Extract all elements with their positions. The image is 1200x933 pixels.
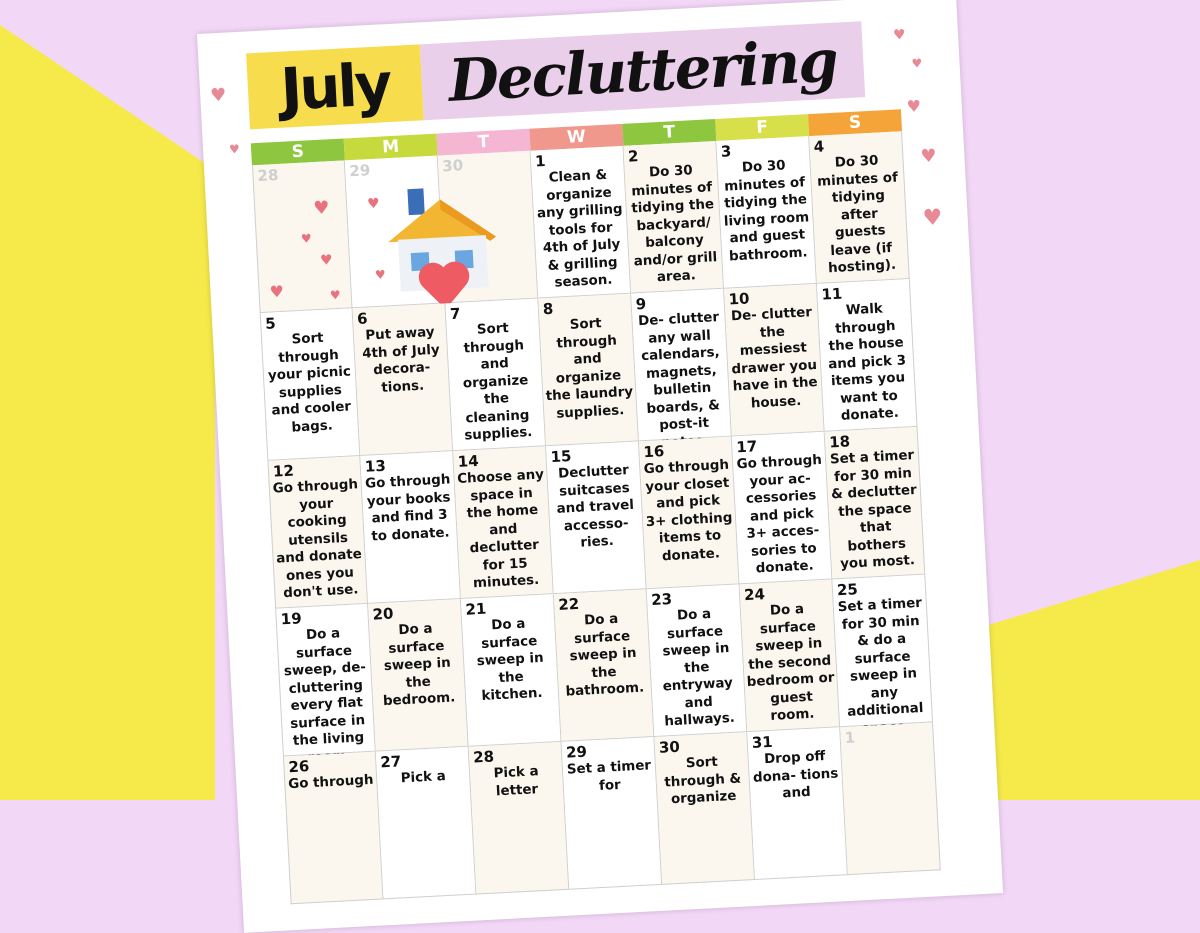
day-task: Sort through and organize the cleaning supplies.	[462, 321, 533, 444]
day-cell	[832, 575, 933, 728]
day-cell	[353, 303, 454, 456]
left-yellow-shape	[0, 25, 215, 800]
day-cell	[538, 294, 639, 447]
day-task: Go through your cooking utensils and donate ones you don't use.	[272, 477, 363, 602]
day-cell	[747, 727, 848, 880]
day-number: 24	[743, 585, 766, 605]
day-number: 12	[272, 461, 295, 481]
day-number: 16	[643, 442, 665, 462]
weekday-label: M	[344, 134, 438, 161]
day-cell	[732, 432, 833, 585]
day-number: 22	[557, 594, 580, 614]
day-task: Walk through the house and pick 3 items you want to donate.	[827, 301, 907, 424]
heart-icon: ♥	[922, 205, 944, 232]
day-cell	[531, 146, 632, 299]
day-cell	[360, 451, 461, 604]
title-decluttering: Decluttering	[420, 21, 865, 120]
heart-icon: ♥	[911, 56, 923, 71]
day-cell	[554, 589, 655, 742]
heart-icon: ♥	[300, 231, 312, 246]
day-task: Put away 4th of July decora- tions.	[361, 324, 440, 396]
heart-icon: ♥	[312, 197, 330, 220]
day-task: Do a surface sweep in the second bedroom or guest room.	[746, 602, 835, 724]
day-task: De- clutter the messiest drawer you have in the house.	[730, 305, 818, 412]
day-cell	[275, 604, 376, 757]
day-number: 30	[658, 737, 681, 757]
heart-icon: ♥	[228, 141, 241, 157]
weekday-label: T	[437, 129, 531, 156]
day-task: Pick a letter	[493, 764, 539, 799]
day-number: 28	[257, 165, 279, 186]
day-task: Do a surface sweep in the kitchen.	[476, 616, 544, 705]
day-number: 15	[550, 446, 572, 467]
day-cell	[817, 279, 918, 432]
weekday-label: W	[529, 124, 623, 151]
day-cell	[809, 131, 910, 284]
day-number: 25	[836, 580, 859, 600]
day-task: Go through your closet and pick 3+ clothing items to donate.	[643, 457, 733, 564]
weekday-label: S	[808, 109, 902, 136]
day-number: 20	[372, 604, 394, 624]
day-cell	[825, 427, 926, 580]
day-number: 27	[379, 752, 402, 772]
title-july: July	[246, 44, 424, 129]
day-cell	[647, 584, 748, 737]
day-task: Do a surface sweep in the bedroom.	[382, 621, 456, 710]
heart-icon: ♥	[374, 267, 386, 283]
heart-icon: ♥	[366, 195, 381, 213]
heart-icon: ♥	[892, 26, 907, 44]
day-task: Do a surface sweep, de- cluttering every flat surface in the living	[283, 626, 367, 749]
day-cell	[469, 742, 570, 895]
day-cell	[716, 136, 817, 289]
day-cell	[461, 594, 562, 747]
day-task: Go through your ac- cessories and pick 3+ acces- sories to donate.	[736, 452, 823, 577]
day-number: 21	[465, 599, 487, 619]
day-number: 28	[472, 747, 495, 767]
day-number: 13	[364, 456, 387, 476]
day-task: Clean & organize any grilling tools for 4th of July & grilling season.	[536, 167, 623, 291]
house-heart-icon	[366, 177, 526, 315]
day-task: Pick a	[400, 769, 447, 787]
day-number: 8	[542, 299, 554, 319]
day-cell	[639, 437, 740, 590]
day-cell	[376, 747, 477, 900]
day-task: Do 30 minutes of tidying the backyard/ balcony and/or grill area.	[631, 163, 718, 286]
day-cell	[562, 737, 663, 890]
day-task: Sort through and organize the laundry supplies.	[545, 316, 634, 422]
weekday-label: S	[251, 138, 345, 165]
day-task: De- clutter any wall calendars, magnets, bulletin boards, & post-it	[637, 310, 721, 434]
heart-icon: ♥	[906, 96, 922, 116]
day-cell	[740, 579, 841, 732]
day-number: 7	[449, 304, 461, 324]
heart-icon: ♥	[209, 84, 227, 107]
day-number: 1	[534, 151, 547, 171]
day-task: Do a surface sweep in the entryway and hallways.	[662, 606, 736, 730]
day-number: 30	[441, 156, 464, 176]
day-number: 23	[650, 589, 673, 609]
day-number: 19	[280, 609, 303, 629]
day-number: 4	[813, 137, 825, 156]
day-cell	[445, 298, 546, 451]
day-cell	[453, 446, 554, 599]
day-task: Go through your books and find 3 to donate.	[364, 472, 451, 545]
heart-icon: ♥	[329, 287, 341, 303]
weekday-label: F	[715, 114, 809, 141]
day-cell	[267, 456, 368, 609]
day-task: Drop off dona- tions and	[752, 749, 839, 802]
day-task: Go through	[287, 772, 374, 793]
day-number: 26	[288, 757, 310, 777]
day-number: 10	[728, 289, 750, 309]
day-number: 29	[565, 742, 588, 762]
day-number: 31	[751, 732, 774, 752]
day-cell	[840, 722, 941, 875]
day-task: Choose any space in the home and declutter for 15 minutes.	[456, 467, 545, 592]
heart-icon: ♥	[319, 252, 334, 269]
day-cell	[252, 160, 353, 313]
day-task: Set a timer for 30 min & declutter the space that bothers you most.	[829, 448, 918, 573]
day-task: Set a timer for 30 min & do a surface sweep in any additional	[837, 595, 924, 720]
day-cell	[283, 752, 384, 905]
day-task: Do 30 minutes of tidying the living room and guest bathroom.	[723, 158, 810, 264]
day-number: 11	[821, 284, 843, 304]
day-number: 29	[348, 161, 371, 181]
day-number: 9	[635, 294, 647, 314]
day-number: 14	[457, 451, 480, 471]
day-cell	[368, 599, 469, 752]
heart-icon: ♥	[919, 145, 938, 168]
day-task: Do 30 minutes of tidying after guests leave (if hosting).	[816, 153, 899, 277]
day-number: 5	[264, 314, 277, 333]
day-number: 18	[828, 432, 851, 452]
day-cell	[631, 289, 732, 442]
day-task: Sort through your picnic supplies and cooler bags.	[267, 330, 352, 436]
day-cell	[724, 284, 825, 437]
day-number: 2	[627, 147, 639, 166]
day-cell	[260, 308, 361, 461]
calendar-sheet	[197, 0, 1003, 933]
day-task: Do a surface sweep in the bathroom.	[565, 611, 645, 700]
day-number: 3	[720, 142, 732, 161]
day-cell	[546, 441, 647, 594]
day-task: Declutter suitcases and travel accesso- ries.	[556, 463, 635, 551]
calendar-grid	[251, 109, 944, 904]
calendar-weeks	[252, 131, 944, 904]
title	[246, 21, 865, 129]
day-task: Sort through & organize	[664, 754, 742, 808]
heart-icon: ♥	[269, 281, 285, 302]
day-cell	[654, 732, 755, 885]
day-number: 17	[735, 437, 758, 457]
day-number: 1	[844, 728, 856, 748]
weekday-label: T	[622, 119, 716, 146]
day-number: 6	[356, 309, 369, 328]
day-cell	[623, 141, 724, 294]
day-task: Set a timer for	[566, 758, 652, 794]
